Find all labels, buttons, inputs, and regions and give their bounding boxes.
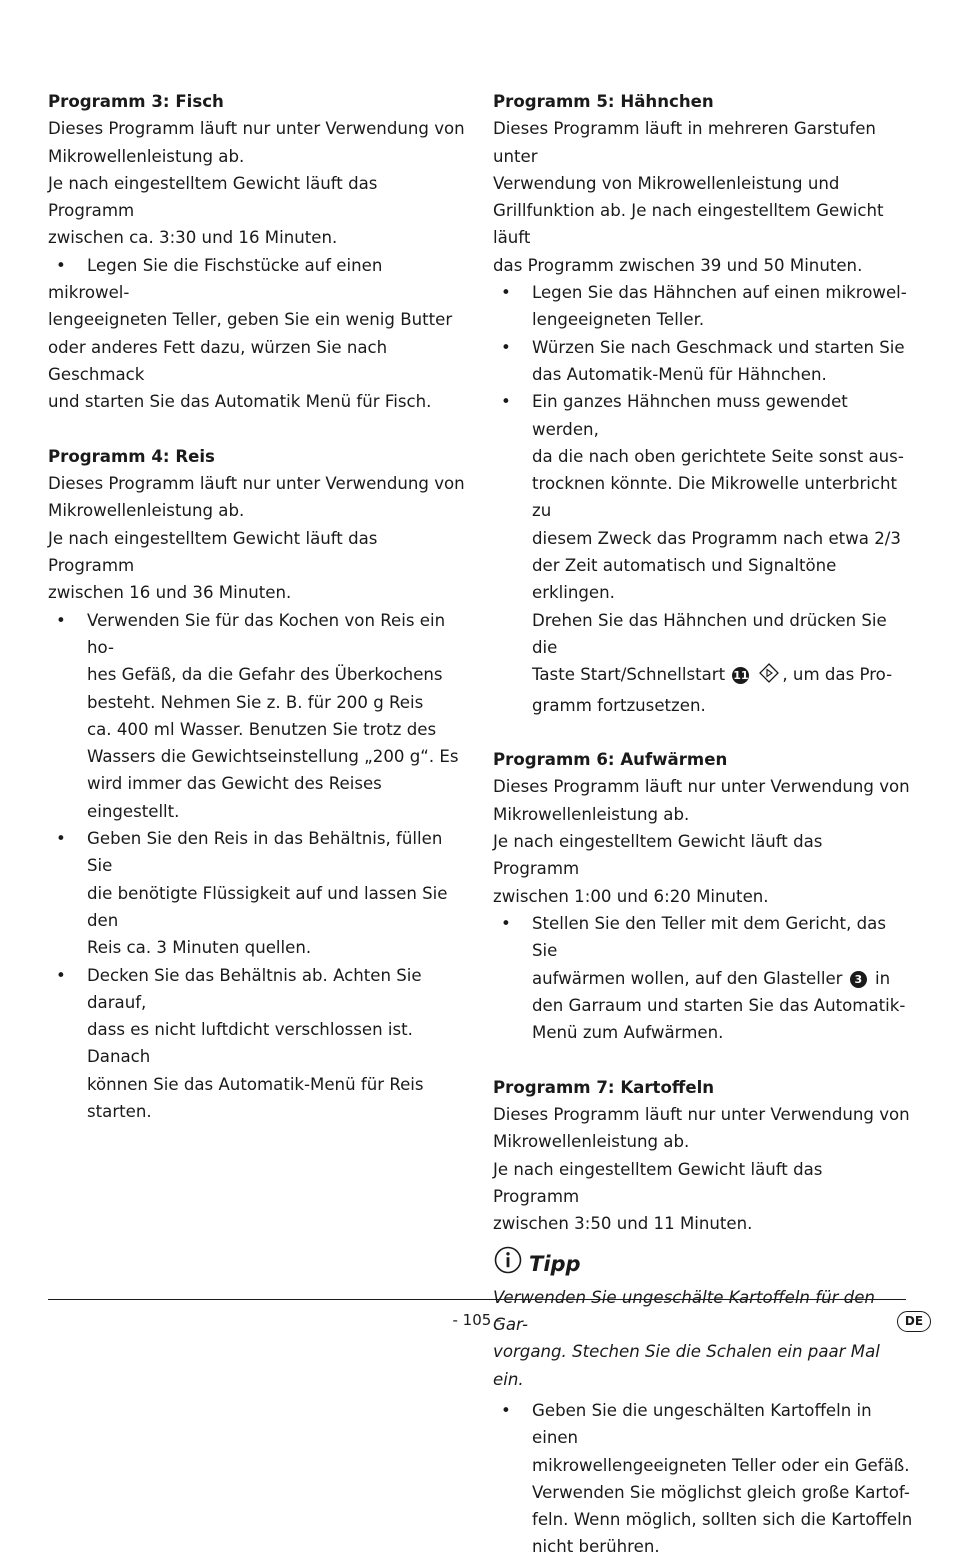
section-title: Programm 5: Hähnchen: [493, 92, 714, 111]
text-line: • Decken Sie das Behältnis ab. Achten Sie darauf,: [87, 965, 422, 1012]
text-line: Dieses Programm läuft nur unter Verwendung von: [48, 119, 465, 139]
text-line: Je nach eingestelltem Gewicht läuft das Programm: [493, 832, 823, 879]
section-programm-3: [48, 88, 468, 416]
text-line: Verwenden Sie ungeschälte Kartoffeln für den Gar-: [493, 1287, 875, 1335]
text-line: der Zeit automatisch und Signaltöne erklingen.: [532, 556, 837, 603]
start-key-icon: [758, 663, 780, 691]
text-line: oder anderes Fett dazu, würzen Sie nach Geschmack: [48, 337, 388, 384]
bullet-item: [493, 910, 913, 1046]
text-line: • Geben Sie die ungeschälten Kartoffeln in einen: [532, 1400, 872, 1448]
text-line: Grillfunktion ab. Je nach eingestelltem Gewicht läuft: [493, 201, 884, 248]
language-badge: DE: [897, 1311, 931, 1332]
bullet-item: [48, 607, 468, 825]
bullet-list: [493, 1397, 913, 1561]
text-line: zwischen ca. 3:30 und 16 Minuten.: [48, 228, 338, 248]
text-line: das Programm zwischen 39 und 50 Minuten.: [493, 255, 863, 275]
text-line: [532, 965, 913, 992]
text-line: • Ein ganzes Hähnchen muss gewendet werden,: [532, 392, 848, 439]
text-line: besteht. Nehmen Sie z. B. für 200 g Reis: [87, 692, 424, 712]
bullet-item: [493, 279, 913, 334]
bullet-marker: •: [56, 255, 66, 275]
part-number-badge: 11: [733, 669, 749, 683]
bullet-list: [493, 279, 913, 719]
text-line: Verwendung von Mikrowellenleistung und: [493, 173, 840, 193]
text-line: Verwenden Sie möglichst gleich große Kartof-: [532, 1482, 910, 1502]
text-line: zwischen 3:50 und 11 Minuten.: [493, 1214, 753, 1234]
left-column: [48, 88, 468, 1153]
text-line: und starten Sie das Automatik Menü für Fisch.: [48, 392, 432, 412]
text-line: Mikrowellenleistung ab.: [48, 501, 245, 521]
text-line: [532, 661, 913, 691]
text-line: trocknen könnte. Die Mikrowelle unterbricht zu: [532, 474, 898, 521]
text-line: feln. Wenn möglich, sollten sich die Kartoffeln: [532, 1510, 913, 1530]
text-line: die benötigte Flüssigkeit auf und lassen Sie den: [87, 883, 448, 930]
text-line: • Würzen Sie nach Geschmack und starten Sie: [532, 337, 905, 357]
text-line: mikrowellengeeigneten Teller oder ein Gefäß.: [532, 1455, 910, 1475]
text-line: Mikrowellenleistung ab.: [493, 1132, 690, 1152]
text-line: • Legen Sie das Hähnchen auf einen mikrowel-: [532, 283, 907, 303]
text-line: dass es nicht luftdicht verschlossen ist. Danach: [87, 1020, 413, 1067]
text-line: Menü zum Aufwärmen.: [532, 1023, 724, 1043]
text-line: zwischen 1:00 und 6:20 Minuten.: [493, 886, 769, 906]
text-line: gramm fortzusetzen.: [532, 695, 706, 715]
text-line: den Garraum und starten Sie das Automatik-: [532, 995, 906, 1015]
text-line: wird immer das Gewicht des Reises eingestellt.: [87, 774, 382, 821]
text-line: Mikrowellenleistung ab.: [493, 804, 690, 824]
text-line: können Sie das Automatik-Menü für Reis starten.: [87, 1074, 424, 1121]
text-line: diesem Zweck das Programm nach etwa 2/3: [532, 528, 901, 548]
text-line: lengeeigneten Teller, geben Sie ein wenig Butter: [48, 310, 453, 330]
section-title: Programm 6: Aufwärmen: [493, 750, 728, 770]
footer-divider: [48, 1299, 906, 1300]
text-line: • Verwenden Sie für das Kochen von Reis ein ho-: [87, 610, 446, 657]
bullet-item: [48, 252, 468, 416]
tip-title: Tipp: [529, 1251, 581, 1276]
bullet-item: [493, 388, 913, 719]
text-line: Mikrowellenleistung ab.: [48, 146, 245, 166]
text-fragment: Taste Start/Schnellstart: [532, 665, 726, 685]
page-number: - 105 -: [452, 1311, 502, 1329]
text-line: zwischen 16 und 36 Minuten.: [48, 583, 292, 603]
text-line: Dieses Programm läuft in mehreren Garstufen unter: [493, 119, 876, 166]
text-line: vorgang. Stechen Sie die Schalen ein paar Mal ein.: [493, 1342, 880, 1389]
section-title: Programm 3: Fisch: [48, 92, 224, 111]
text-line: Je nach eingestelltem Gewicht läuft das Programm: [493, 1159, 823, 1206]
text-line: lengeeigneten Teller.: [532, 310, 705, 330]
text-line: Dieses Programm läuft nur unter Verwendung von: [493, 777, 910, 797]
text-line: Je nach eingestelltem Gewicht läuft das Programm: [48, 528, 378, 576]
right-column: [493, 88, 913, 1561]
text-line: da die nach oben gerichtete Seite sonst aus-: [532, 446, 904, 466]
tip-box: [493, 1245, 913, 1560]
text-line: nicht berühren.: [532, 1537, 660, 1557]
text-fragment: aufwärmen wollen, auf den Glasteller: [532, 968, 843, 988]
tip-text: [493, 1284, 913, 1393]
text-line: Dieses Programm läuft nur unter Verwendung von: [48, 474, 465, 494]
bullet-item: [493, 1397, 913, 1561]
section-programm-5: [493, 88, 913, 719]
bullet-item: [48, 962, 468, 1126]
text-line: hes Gefäß, da die Gefahr des Überkochens: [87, 665, 443, 685]
section-title: Programm 7: Kartoffeln: [493, 1077, 715, 1097]
tip-header: [493, 1245, 913, 1283]
text-line: • Stellen Sie den Teller mit dem Gericht, das Sie: [532, 913, 886, 961]
text-line: Legen Sie die Fischstücke auf einen mikrowel-: [48, 255, 383, 303]
text-line: Wassers die Gewichtseinstellung „200 g“. Es: [87, 747, 459, 767]
bullet-list: [493, 910, 913, 1046]
text-fragment: , um das Pro-: [782, 665, 893, 685]
bullet-item: [493, 334, 913, 389]
text-line: • Geben Sie den Reis in das Behältnis, füllen Sie: [87, 829, 443, 876]
text-line: Drehen Sie das Hähnchen und drücken Sie die: [532, 610, 887, 657]
section-programm-4: [48, 443, 468, 1125]
bullet-item: [48, 825, 468, 961]
bullet-list: [48, 607, 468, 1126]
text-line: Dieses Programm läuft nur unter Verwendung von: [493, 1104, 910, 1124]
section-programm-6: [493, 746, 913, 1046]
info-icon: [493, 1245, 523, 1283]
text-line: Je nach eingestelltem Gewicht läuft das Programm: [48, 173, 378, 221]
part-number-badge: 3: [850, 971, 867, 988]
section-title: Programm 4: Reis: [48, 446, 215, 466]
text-fragment: in: [875, 968, 891, 988]
section-programm-7: [493, 1074, 913, 1238]
text-line: Reis ca. 3 Minuten quellen.: [87, 938, 312, 958]
text-line: ca. 400 ml Wasser. Benutzen Sie trotz des: [87, 719, 437, 739]
text-line: das Automatik-Menü für Hähnchen.: [532, 364, 827, 384]
